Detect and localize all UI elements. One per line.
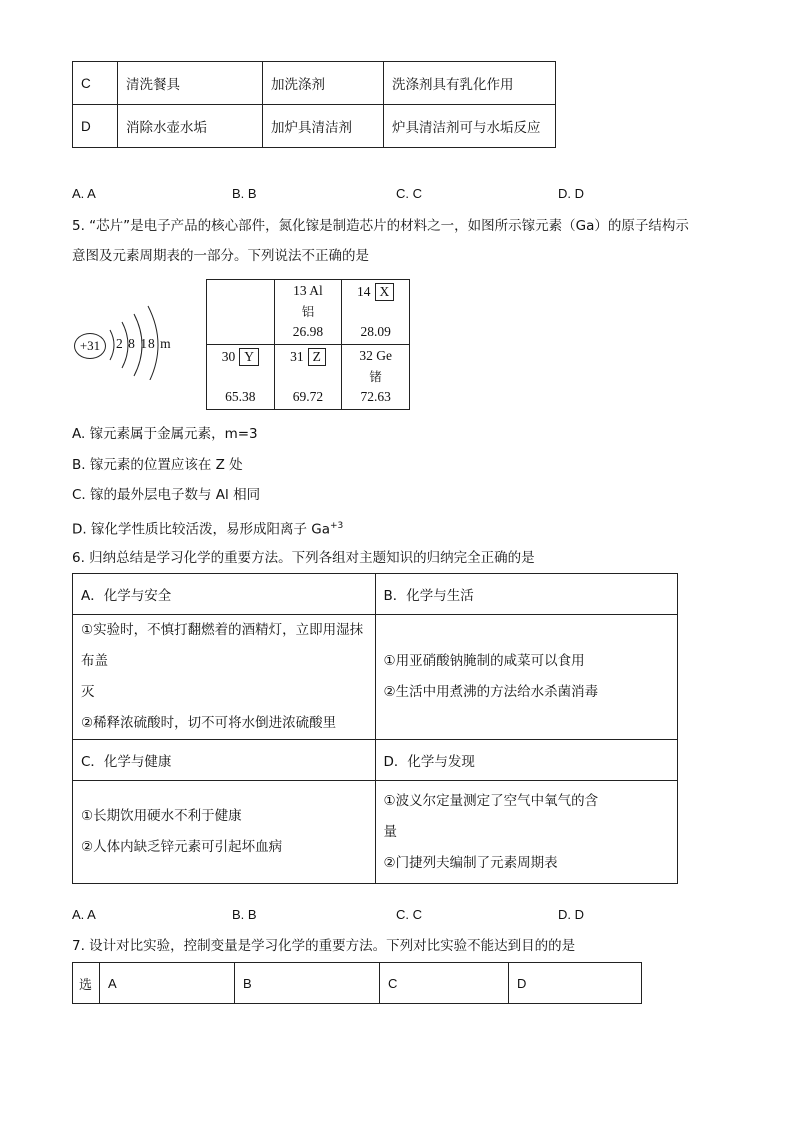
- element-mass: 72.63: [360, 389, 391, 404]
- list-item: ②人体内缺乏锌元素可引起坏血病: [81, 839, 283, 855]
- header-cell: B: [235, 963, 380, 1004]
- element-number: 30: [221, 349, 236, 364]
- list-item: ②稀释浓硫酸时，切不可将水倒进浓硫酸里: [81, 715, 337, 731]
- option-c[interactable]: C. C: [396, 907, 422, 922]
- row-method: 加洗涤剂: [263, 62, 384, 105]
- element-symbol-box: X: [375, 283, 395, 301]
- q6-stem: 6. 归纳总结是学习化学的重要方法。下列各组对主题知识的归纳完全正确的是: [72, 550, 535, 566]
- list-item: ①波义尔定量测定了空气中氧气的含: [383, 792, 599, 809]
- list-item: ①实验时，不慎打翻燃着的酒精灯，立即用湿抹布盖: [81, 622, 364, 669]
- element-mass: 26.98: [292, 324, 324, 339]
- row-reason: 炉具清洁剂可与水垢反应: [384, 105, 556, 148]
- q6-summary-table: [72, 573, 678, 884]
- q5-option-d[interactable]: [72, 516, 343, 540]
- element-cell-al: [274, 280, 342, 345]
- row-item: 消除水壶水垢: [118, 105, 263, 148]
- element-number: 14: [357, 284, 371, 299]
- list-item: 灭: [81, 684, 95, 700]
- table-row: [73, 105, 556, 148]
- group-c-content: [73, 781, 376, 884]
- q5-option-a[interactable]: A. 镓元素属于金属元素，m=3: [72, 426, 258, 442]
- element-mass: 28.09: [360, 324, 391, 339]
- nucleus: +31: [74, 333, 106, 359]
- q6-options: [72, 907, 712, 927]
- q7-experiment-table: [72, 962, 642, 1004]
- row-item: 清洗餐具: [118, 62, 263, 105]
- element-mass: 65.38: [225, 389, 256, 404]
- list-item: ②门捷列夫编制了元素周期表: [383, 854, 558, 871]
- option-d[interactable]: D. D: [558, 186, 584, 201]
- header-cell: A: [100, 963, 235, 1004]
- list-item: ②生活中用煮沸的方法给水杀菌消毒: [383, 684, 599, 700]
- option-text: D. 镓化学性质比较活泼，易形成阳离子 Ga: [72, 521, 331, 538]
- option-a[interactable]: A. A: [72, 907, 96, 922]
- gallium-atom-diagram: [72, 300, 192, 380]
- group-d-title: D．化学与发现: [375, 740, 678, 781]
- row-method: 加炉具清洁剂: [263, 105, 384, 148]
- empty-cell: [207, 280, 275, 345]
- group-a-content: [73, 615, 376, 740]
- table-header-row: [73, 963, 642, 1004]
- element-number-symbol: [275, 348, 342, 366]
- element-name: 锗: [369, 369, 382, 384]
- group-a-title: A．化学与安全: [73, 574, 376, 615]
- group-c-title: C．化学与健康: [73, 740, 376, 781]
- element-cell-z: [274, 345, 342, 410]
- list-item: 量: [383, 823, 397, 840]
- element-name: 铝: [301, 304, 315, 319]
- list-item: ①用亚硝酸钠腌制的咸菜可以食用: [383, 653, 585, 669]
- row-reason: 洗涤剂具有乳化作用: [384, 62, 556, 105]
- periodic-table-fragment: [206, 279, 410, 410]
- element-cell-x: [342, 280, 410, 345]
- header-cell: D: [509, 963, 642, 1004]
- shell-arc-1: [110, 330, 114, 360]
- group-b-content: [375, 615, 678, 740]
- element-cell-ge: [342, 345, 410, 410]
- group-b-title: B．化学与生活: [375, 574, 678, 615]
- row-key: C: [73, 62, 118, 105]
- group-d-content: [375, 781, 678, 884]
- header-cell: 选: [73, 963, 100, 1004]
- q7-stem: 7. 设计对比实验，控制变量是学习化学的重要方法。下列对比实验不能达到目的的是: [72, 938, 576, 954]
- list-item: ①长期饮用硬水不利于健康: [81, 808, 242, 824]
- header-cell: C: [380, 963, 509, 1004]
- q5-stem-line1: 5. “芯片”是电子产品的核心部件，氮化镓是制造芯片的材料之一，如图所示镓元素（Ga）的原子结构示: [72, 218, 689, 234]
- option-a[interactable]: A. A: [72, 186, 96, 201]
- element-number-symbol: [207, 348, 274, 366]
- life-tips-table: [72, 61, 556, 148]
- option-c[interactable]: C. C: [396, 186, 422, 201]
- row-key: D: [73, 105, 118, 148]
- element-number-symbol: [342, 283, 409, 301]
- element-number-symbol: 32 Ge: [359, 348, 392, 363]
- option-b[interactable]: B. B: [232, 907, 257, 922]
- q4-options: [72, 186, 712, 206]
- ion-charge: +3: [330, 521, 344, 531]
- q5-option-c[interactable]: C. 镓的最外层电子数与 Al 相同: [72, 487, 261, 503]
- option-b[interactable]: B. B: [232, 186, 257, 201]
- shell-electron-counts: 2 8 18 m: [116, 336, 172, 351]
- element-number: 31: [290, 349, 304, 364]
- element-number-symbol: 13 Al: [293, 283, 323, 298]
- element-symbol-box: Y: [239, 348, 259, 366]
- element-cell-y: [207, 345, 275, 410]
- q5-stem-line2: 意图及元素周期表的一部分。下列说法不正确的是: [72, 248, 369, 264]
- element-mass: 69.72: [292, 389, 324, 404]
- table-row: [73, 62, 556, 105]
- option-d[interactable]: D. D: [558, 907, 584, 922]
- q5-option-b[interactable]: B. 镓元素的位置应该在 Z 处: [72, 457, 243, 473]
- element-symbol-box: Z: [308, 348, 326, 366]
